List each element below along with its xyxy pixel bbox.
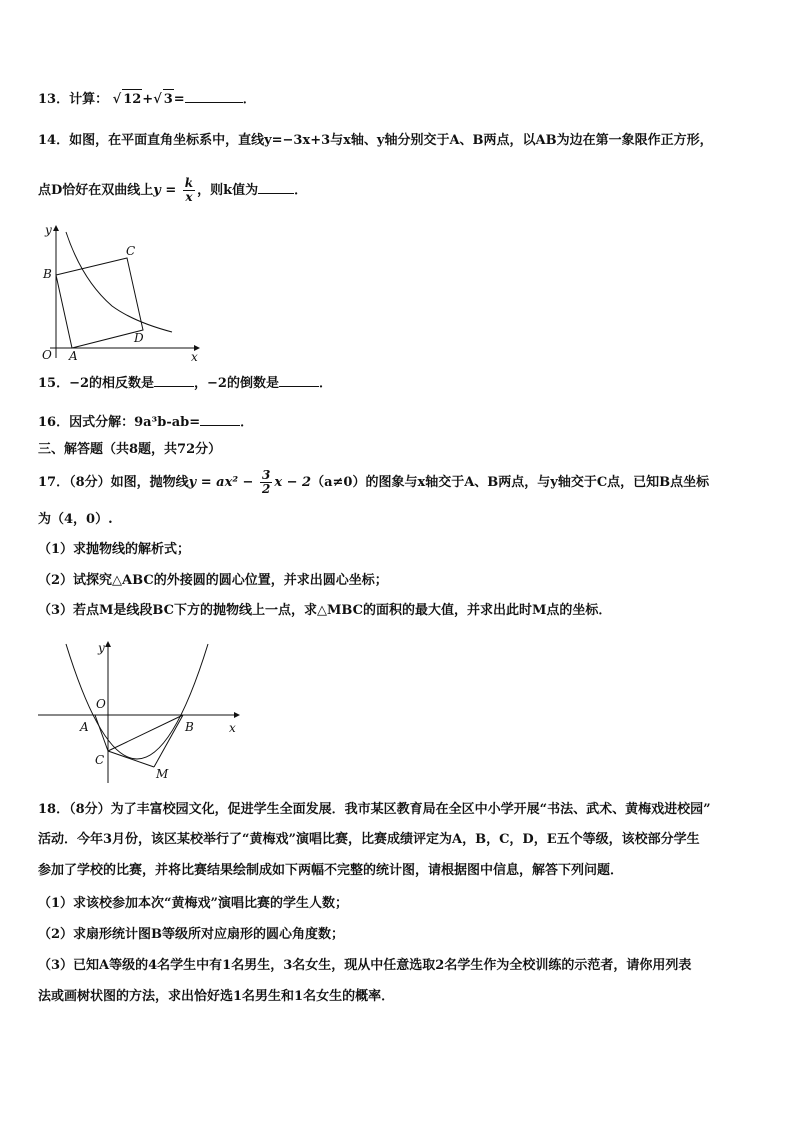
label-c: C xyxy=(126,244,136,258)
q17-ax2: ax² xyxy=(216,475,239,490)
sqrt-icon: √ xyxy=(112,92,122,107)
q13-plus: + xyxy=(142,92,154,107)
segment-bc xyxy=(108,715,183,751)
label-b: B xyxy=(43,267,52,281)
label-x: x xyxy=(229,721,236,735)
label-a: A xyxy=(80,720,89,734)
segment-mb xyxy=(154,715,183,767)
q18-part-3-line-1: （3）已知A等级的4名学生中有1名男生，3名女生，现从中任意选取2名学生作为全校训练的示范者，请你用列表 xyxy=(38,958,692,973)
q14-line-2 xyxy=(38,176,307,206)
q16-line xyxy=(38,411,253,433)
q17-part-3: （3）若点M是线段BC下方的抛物线上一点，求△MBC的面积的最大值，并求出此时M点的坐标． xyxy=(38,603,612,618)
q16-end: ． xyxy=(240,415,254,430)
label-y: y xyxy=(45,223,52,237)
q14-text-pre: 点D恰好在双曲线上 xyxy=(38,183,154,198)
q17-eq: = xyxy=(196,475,217,490)
q17-part-2: （2）试探究△ABC的外接圆的圆心位置，并求出圆心坐标； xyxy=(38,573,388,588)
q18-part-2: （2）求扇形统计图B等级所对应扇形的圆心角度数； xyxy=(38,927,345,942)
q15-answer-blank-1[interactable] xyxy=(154,372,194,387)
label-y: y xyxy=(98,641,105,655)
segment-ac xyxy=(95,715,108,751)
q15-text-2: ，−2的倒数是 xyxy=(194,376,279,391)
q17-line-2: 为（4，0）. xyxy=(38,512,113,527)
segment-cm xyxy=(108,751,154,767)
q13-answer-blank[interactable] xyxy=(185,88,243,103)
q16-text: 16．因式分解：9a³b-ab= xyxy=(38,415,201,430)
label-o: O xyxy=(42,348,52,362)
label-o: O xyxy=(96,697,106,711)
q18-part-3-line-2: 法或画树状图的方法，求出恰好选1名男生和1名女生的概率． xyxy=(38,989,395,1004)
q17-part-1: （1）求抛物线的解析式； xyxy=(38,542,191,557)
q18-line-2: 活动．今年3月份，该区某校举行了“黄梅戏”演唱比赛，比赛成绩评定为A，B，C，D，E五个等级，该校部分学生 xyxy=(38,832,700,847)
q17-fraction-num: 3 xyxy=(261,468,271,482)
q13-lead: 计算： xyxy=(69,92,109,107)
q13-number: 13． xyxy=(38,92,70,107)
q14-fraction-num: k xyxy=(184,176,194,190)
label-x: x xyxy=(191,350,198,364)
q17-x-minus-2: x − 2 xyxy=(274,475,312,490)
q17-condition: （a≠0）的图象与x轴交于A、B两点，与y轴交于C点，已知B点坐标 xyxy=(311,475,710,490)
q17-y: y xyxy=(188,475,197,490)
q15-text-1: 15．−2的相反数是 xyxy=(38,376,155,391)
label-c: C xyxy=(95,753,105,767)
q14-fraction xyxy=(183,177,195,204)
q18-line-1: 18．（8分）为了丰富校园文化，促进学生全面发展．我市某区教育局在全区中小学开展“书法、武术、黄梅戏进校园” xyxy=(38,802,711,817)
sqrt-icon: √ xyxy=(153,92,162,107)
q13-radicand-2: 3 xyxy=(163,89,174,110)
q14-eq: = xyxy=(160,183,181,198)
label-a: A xyxy=(69,349,78,363)
q14-figure xyxy=(34,220,209,365)
parabola-curve xyxy=(66,644,208,759)
label-m: M xyxy=(156,767,169,781)
q18-line-3: 参加了学校的比赛，并将比赛结果绘制成如下两幅不完整的统计图，请根据图中信息，解答下列问题． xyxy=(38,863,624,878)
q14-line-1: 14．如图，在平面直角坐标系中，直线y=−3x+3与x轴、y轴分别交于A、B两点，以AB为边在第一象限作正方形， xyxy=(38,133,713,148)
hyperbola-curve xyxy=(66,232,172,332)
q14-text-post: ，则k值为 xyxy=(197,183,259,198)
q15-answer-blank-2[interactable] xyxy=(279,372,319,387)
q15-end: ． xyxy=(318,376,332,391)
q13-equals: = xyxy=(173,92,185,107)
q14-fraction-den: x xyxy=(185,190,193,204)
q17-figure xyxy=(34,638,249,786)
q13-line xyxy=(38,88,256,110)
q17-fraction xyxy=(260,469,272,496)
q17-pre: 17．（8分）如图，抛物线 xyxy=(38,475,189,490)
label-d: D xyxy=(134,331,144,345)
q14-end: ． xyxy=(294,183,308,198)
q17-minus: − xyxy=(238,475,258,490)
q17-fraction-den: 2 xyxy=(261,482,271,496)
label-b: B xyxy=(185,720,194,734)
q15-line xyxy=(38,372,332,394)
q13-radicand-1: 12 xyxy=(122,89,142,110)
q16-answer-blank[interactable] xyxy=(200,411,240,426)
square-abcd xyxy=(56,258,143,348)
section-three-title: 三、解答题（共8题，共72分） xyxy=(38,442,222,457)
q17-line-1 xyxy=(38,468,709,498)
q18-part-1: （1）求该校参加本次“黄梅戏”演唱比赛的学生人数； xyxy=(38,896,349,911)
q13-end: ． xyxy=(242,92,256,107)
q14-answer-blank[interactable] xyxy=(258,179,294,194)
q14-y: y xyxy=(153,183,161,198)
